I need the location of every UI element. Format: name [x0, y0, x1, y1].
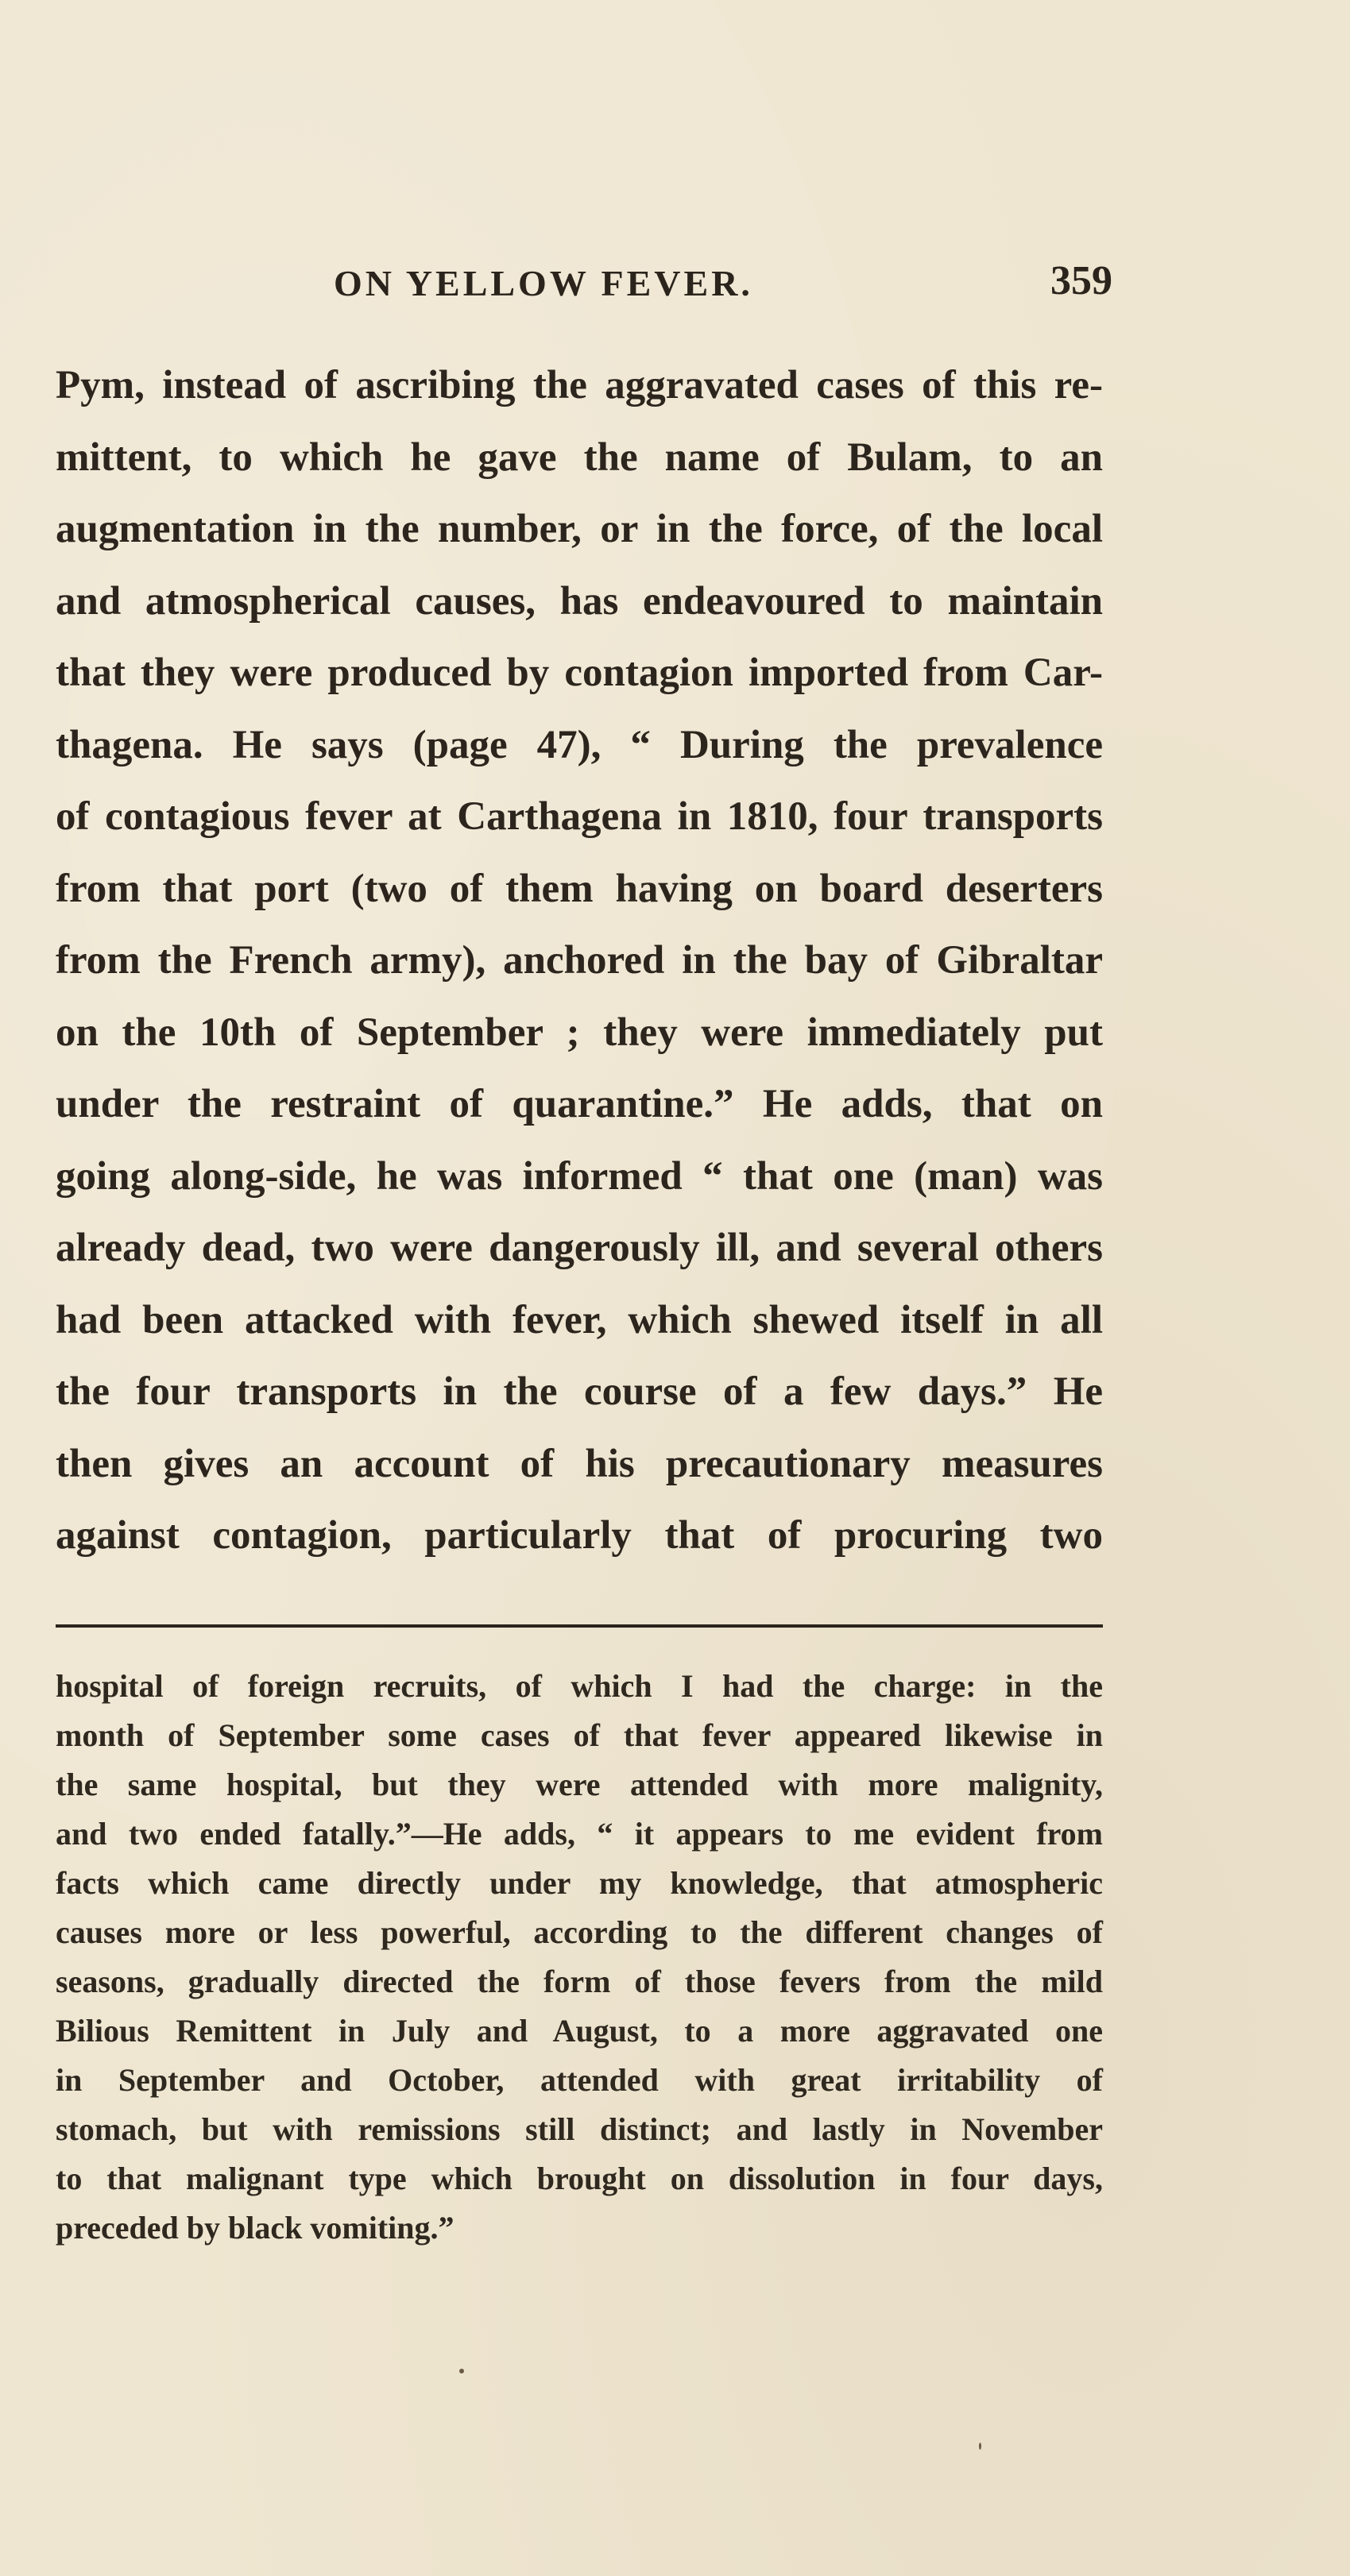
- paper-speck: [459, 2369, 464, 2373]
- footnote-line: preceded by black vomiting.”: [56, 2210, 455, 2246]
- footnote-line: causes more or less powerful, according to the different changes of: [56, 1914, 1103, 1950]
- body-line: then gives an account of his precautionary measures: [56, 1441, 1103, 1486]
- running-head: [334, 258, 1112, 318]
- paper-speck: [979, 2443, 981, 2450]
- footnote-line: hospital of foreign recruits, of which I had the charge: in the: [56, 1668, 1103, 1704]
- footnote-line: and two ended fatally.”—He adds, “ it appears to me evident from: [56, 1816, 1103, 1852]
- footnote-line: to that malignant type which brought on dissolution in four days,: [56, 2161, 1103, 2196]
- body-line: thagena. He says (page 47), “ During the prevalence: [56, 722, 1103, 767]
- footnote-line: facts which came directly under my knowledge, that atmospheric: [56, 1865, 1103, 1901]
- body-line: the four transports in the course of a few days.” He: [56, 1369, 1103, 1414]
- body-line: augmentation in the number, or in the force, of the local: [56, 507, 1103, 551]
- body-line: mittent, to which he gave the name of Bulam, to an: [56, 434, 1103, 480]
- body-line: going along-side, he was informed “ that one (man) was: [56, 1153, 1103, 1199]
- main-text: [56, 350, 1103, 1572]
- body-line: already dead, two were dangerously ill, and several others: [56, 1226, 1103, 1270]
- body-line: that they were produced by contagion imported from Car-: [56, 651, 1103, 695]
- body-line: Pym, instead of ascribing the aggravated cases of this re-: [56, 363, 1103, 407]
- body-line: and atmospherical causes, has endeavoured to maintain: [56, 578, 1103, 624]
- body-line: on the 10th of September ; they were immediately put: [56, 1010, 1103, 1055]
- footnote-rule: [56, 1624, 1103, 1628]
- footnote-line: the same hospital, but they were attended with more malignity,: [56, 1767, 1103, 1802]
- footnote-line: seasons, gradually directed the form of those fevers from the mild: [56, 1964, 1103, 1999]
- body-line: from the French army), anchored in the bay of Gibraltar: [56, 938, 1103, 983]
- footnote-line: month of September some cases of that fever appeared likewise in: [56, 1717, 1103, 1753]
- footnote: [56, 1662, 1103, 2253]
- body-line: from that port (two of them having on board deserters: [56, 866, 1103, 911]
- running-title: ON YELLOW FEVER.: [334, 263, 753, 303]
- footnote-line: stomach, but with remissions still distinct; and lastly in November: [56, 2111, 1103, 2147]
- page-number: 359: [1050, 258, 1112, 303]
- body-line: of contagious fever at Carthagena in 1810, four transports: [56, 794, 1103, 839]
- body-line: under the restraint of quarantine.” He adds, that on: [56, 1082, 1103, 1126]
- body-line: against contagion, particularly that of procuring two: [56, 1513, 1103, 1558]
- footnote-line: in September and October, attended with great irritability of: [56, 2062, 1103, 2098]
- footnote-line: Bilious Remittent in July and August, to a more aggravated one: [56, 2013, 1103, 2049]
- body-line: had been attacked with fever, which shewed itself in all: [56, 1297, 1103, 1342]
